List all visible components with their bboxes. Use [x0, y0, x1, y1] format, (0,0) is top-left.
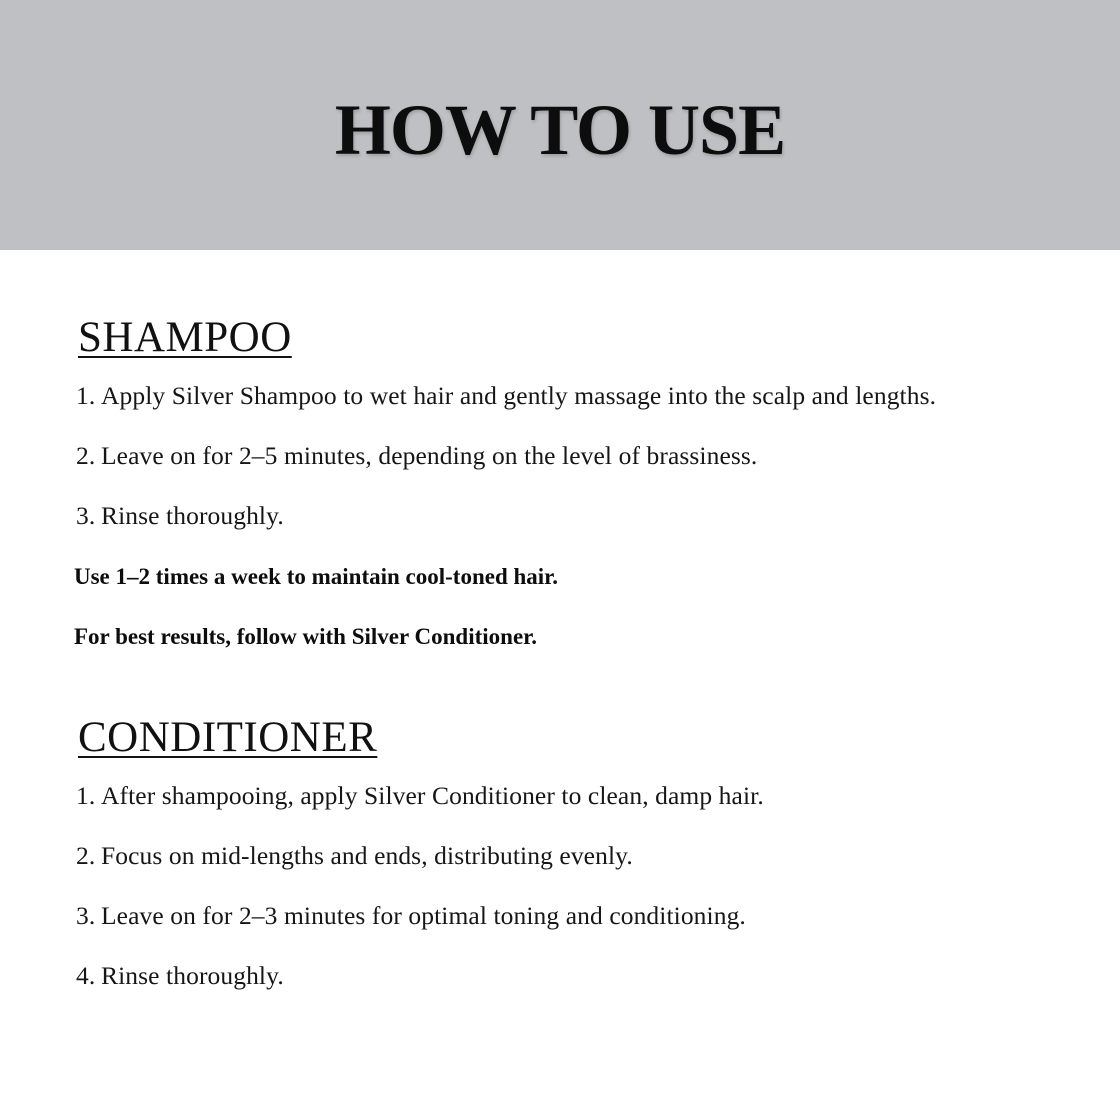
conditioner-heading: CONDITIONER — [78, 714, 378, 761]
conditioner-step-3 — [76, 901, 746, 931]
step-text: Leave on for 2–3 minutes for optimal toning and conditioning. — [101, 901, 746, 930]
step-number: 3. — [76, 901, 96, 930]
step-text: Apply Silver Shampoo to wet hair and gently massage into the scalp and lengths. — [101, 381, 937, 410]
step-text: Focus on mid-lengths and ends, distributing evenly. — [101, 841, 633, 870]
step-number: 2. — [76, 441, 96, 470]
shampoo-best-results-note: For best results, follow with Silver Conditioner. — [74, 624, 537, 649]
step-text: Rinse thoroughly. — [101, 961, 284, 990]
header-banner — [0, 0, 1120, 250]
step-number: 1. — [76, 781, 96, 810]
shampoo-step-2 — [76, 441, 757, 471]
shampoo-step-3 — [76, 501, 284, 531]
step-number: 4. — [76, 961, 96, 990]
step-text: Leave on for 2–5 minutes, depending on the level of brassiness. — [101, 441, 758, 470]
conditioner-step-1 — [76, 781, 764, 811]
page-title: HOW TO USE — [334, 90, 786, 170]
shampoo-step-1 — [76, 381, 936, 411]
step-text: Rinse thoroughly. — [101, 501, 284, 530]
step-number: 1. — [76, 381, 96, 410]
shampoo-heading: SHAMPOO — [78, 314, 292, 361]
conditioner-step-2 — [76, 841, 633, 871]
step-text: After shampooing, apply Silver Conditioner to clean, damp hair. — [101, 781, 764, 810]
conditioner-step-4 — [76, 961, 284, 991]
step-number: 2. — [76, 841, 96, 870]
shampoo-frequency-note: Use 1–2 times a week to maintain cool-toned hair. — [74, 564, 559, 589]
step-number: 3. — [76, 501, 96, 530]
